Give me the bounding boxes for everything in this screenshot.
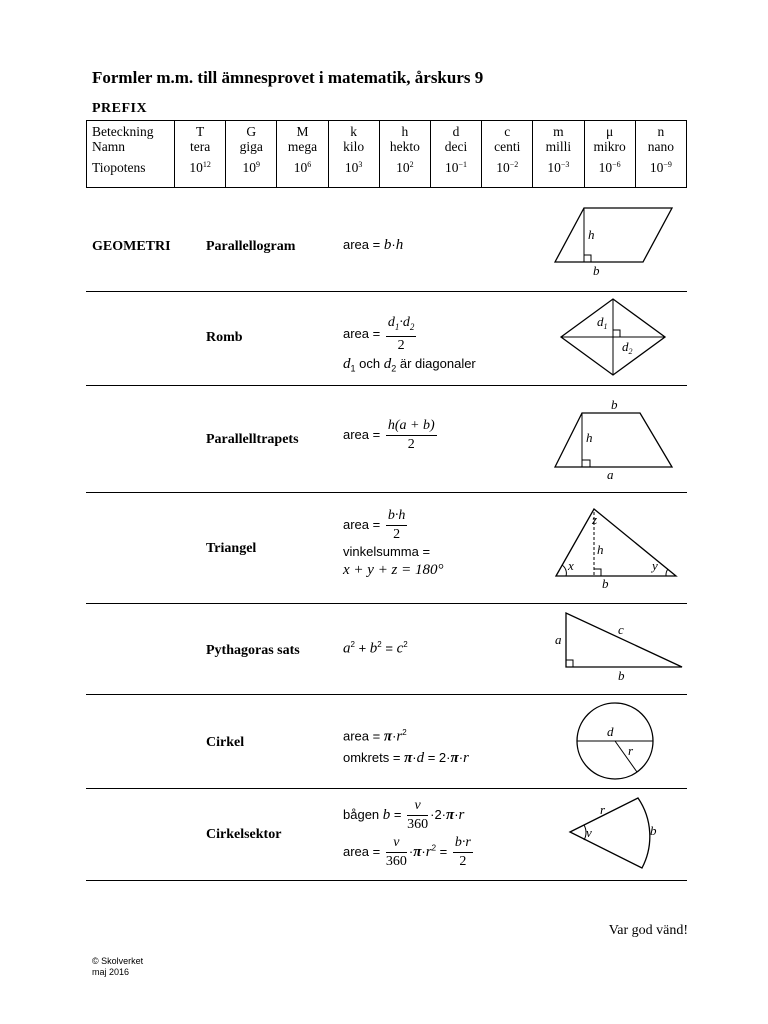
area-label: area xyxy=(343,516,370,532)
prefix-exp: 12 xyxy=(202,160,211,169)
svg-text:a: a xyxy=(555,632,562,647)
prefix-base: 10 xyxy=(649,160,664,175)
prefix-base: 10 xyxy=(396,160,410,175)
bagen-label: bågen xyxy=(343,806,380,822)
svg-text:z: z xyxy=(592,512,598,527)
section-sektor: Cirkelsektor xyxy=(206,827,282,842)
vinkelsumma-label: vinkelsumma = xyxy=(343,544,431,559)
prefix-col-tera xyxy=(175,121,226,188)
svg-text:y: y xyxy=(652,558,658,573)
geometry-heading: GEOMETRI xyxy=(92,239,171,254)
prefix-base: 10 xyxy=(445,160,459,175)
romb-figure xyxy=(555,295,685,380)
prefix-base: 10 xyxy=(344,160,359,175)
prefix-col-mikro xyxy=(584,121,635,188)
prefix-base: 10 xyxy=(547,160,561,175)
svg-text:c: c xyxy=(618,622,624,637)
area-label: area xyxy=(343,728,370,744)
prefix-exp: 6 xyxy=(307,160,312,169)
prefix-exp: −1 xyxy=(458,160,468,169)
prefix-symbol: h xyxy=(401,124,409,139)
svg-text:b: b xyxy=(611,397,618,412)
sector-area-formula: area = $\frac{v}{360}$ $\cdot\pi\cdot r^2$ = $\frac{b\cdot r}{2}$ xyxy=(343,835,471,869)
section-parallelogram: Parallellogram xyxy=(206,239,296,254)
prefix-exp: −9 xyxy=(663,160,672,169)
prefix-name: mikro xyxy=(593,139,626,154)
prefix-name: deci xyxy=(444,139,468,154)
svg-text:a: a xyxy=(607,467,614,482)
divider xyxy=(86,694,687,695)
svg-text:d2: $d_2$ xyxy=(622,339,633,356)
date-text: maj 2016 xyxy=(92,967,130,977)
prefix-exp: −6 xyxy=(612,160,621,169)
svg-text:b: b xyxy=(618,668,625,683)
prefix-base: 10 xyxy=(189,160,203,175)
prefix-base: 10 xyxy=(242,160,257,175)
prefix-name: kilo xyxy=(343,139,365,154)
prefix-symbol: k xyxy=(350,124,358,139)
prefix-base: 10 xyxy=(496,160,510,175)
cirkel-figure xyxy=(565,700,665,785)
prefix-col-nano xyxy=(635,121,686,188)
svg-text:h: h xyxy=(588,227,595,242)
section-pythagoras: Pythagoras sats xyxy=(206,643,300,658)
formula-trapets: area = $\frac{h(a + b)}{2}$ xyxy=(343,418,435,452)
prefix-name: hekto xyxy=(389,139,420,154)
prefix-heading: PREFIX xyxy=(92,101,148,116)
formula-romb: area = $\frac{d_1\cdot d_2}{2}$ $d_1$ och $d_2$ är diagonaler xyxy=(343,315,476,374)
prefix-col-centi xyxy=(482,121,533,188)
label-tiopotens: Tiopotens xyxy=(92,160,146,175)
prefix-symbol: M xyxy=(296,124,309,139)
prefix-exp: −2 xyxy=(509,160,519,169)
sektor-figure xyxy=(560,790,670,875)
formula-pythagoras: $a^2 + b^2 = c^2$ xyxy=(343,640,408,657)
divider xyxy=(86,492,687,493)
och-text: och xyxy=(359,355,381,371)
copyright xyxy=(92,956,143,978)
prefix-symbol: n xyxy=(657,124,665,139)
divider xyxy=(86,385,687,386)
prefix-symbol: T xyxy=(195,124,205,139)
svg-text:d1: $d_1$ xyxy=(597,314,608,331)
prefix-exp: 9 xyxy=(256,160,261,169)
svg-text:b: b xyxy=(593,263,600,278)
prefix-symbol: m xyxy=(553,124,564,139)
svg-text:b: b xyxy=(602,576,609,591)
divider xyxy=(86,880,687,881)
area-label: area xyxy=(343,325,370,341)
prefix-name: giga xyxy=(239,139,263,154)
turn-page-text: Var god vänd! xyxy=(608,923,688,938)
divider xyxy=(86,291,687,292)
prefix-col-deci xyxy=(430,121,481,188)
romb-note: är diagonaler xyxy=(399,355,476,371)
prefix-exp: 3 xyxy=(358,160,363,169)
prefix-name: tera xyxy=(189,139,211,154)
section-romb: Romb xyxy=(206,330,243,345)
denominator: 360 xyxy=(407,817,429,832)
prefix-exp: −3 xyxy=(560,160,570,169)
pythagoras-figure xyxy=(550,605,690,685)
prefix-col-kilo xyxy=(328,121,379,188)
svg-text:x: x xyxy=(568,558,574,573)
divider xyxy=(86,788,687,789)
prefix-name: nano xyxy=(647,139,674,154)
svg-text:v: v xyxy=(586,825,592,840)
prefix-symbol: μ xyxy=(605,124,614,139)
arc-formula: bågen b = $\frac{v}{360}$ ·2·π·r xyxy=(343,798,465,832)
page-title: Formler m.m. till ämnesprovet i matematik, årskurs 9 xyxy=(92,68,484,87)
prefix-row-labels xyxy=(87,121,175,188)
prefix-base: 10 xyxy=(293,160,308,175)
parallelogram-figure xyxy=(550,200,680,280)
area-label: area xyxy=(343,426,370,442)
prefix-col-hekto xyxy=(379,121,430,188)
prefix-col-mega xyxy=(277,121,328,188)
omkrets-label: omkrets xyxy=(343,750,390,766)
triangel-figure xyxy=(550,500,685,595)
trapets-figure xyxy=(550,395,680,485)
section-trapets: Parallelltrapets xyxy=(206,432,299,447)
section-cirkel: Cirkel xyxy=(206,735,245,750)
prefix-name: centi xyxy=(494,139,521,154)
formula-sektor xyxy=(343,798,475,870)
section-triangel: Triangel xyxy=(206,541,257,556)
prefix-name: mega xyxy=(287,139,318,154)
svg-text:h: h xyxy=(597,542,604,557)
prefix-symbol: d xyxy=(452,124,460,139)
prefix-base: 10 xyxy=(598,160,613,175)
label-namn: Namn xyxy=(92,139,125,154)
prefix-table xyxy=(86,120,687,188)
prefix-symbol: G xyxy=(246,124,257,139)
prefix-exp: 2 xyxy=(409,160,414,169)
svg-text:r: r xyxy=(600,802,606,817)
denominator: 360 xyxy=(385,854,407,869)
svg-text:r: r xyxy=(628,743,634,758)
prefix-name: milli xyxy=(545,139,572,154)
formula-parallelogram: area = b·h xyxy=(343,237,404,253)
prefix-col-giga xyxy=(226,121,277,188)
svg-text:d: d xyxy=(607,724,614,739)
prefix-col-milli xyxy=(533,121,584,188)
divider xyxy=(86,603,687,604)
copyright-text: © Skolverket xyxy=(92,956,144,966)
area-label: area xyxy=(343,237,370,252)
svg-text:b: b xyxy=(650,823,657,838)
prefix-symbol: c xyxy=(504,124,511,139)
area-label: area xyxy=(343,843,370,859)
svg-text:h: h xyxy=(586,430,593,445)
formula-triangel: area = $\frac{b\cdot h}{2}$ vinkelsumma = x + y + z = 180° xyxy=(343,508,444,578)
label-beteckning: Beteckning xyxy=(92,124,154,139)
angle-sum-formula: x + y + z = 180° xyxy=(343,562,444,578)
formula-cirkel: area = $\pi\cdot r^2$ omkrets = π·d = 2·π·r xyxy=(343,728,469,767)
